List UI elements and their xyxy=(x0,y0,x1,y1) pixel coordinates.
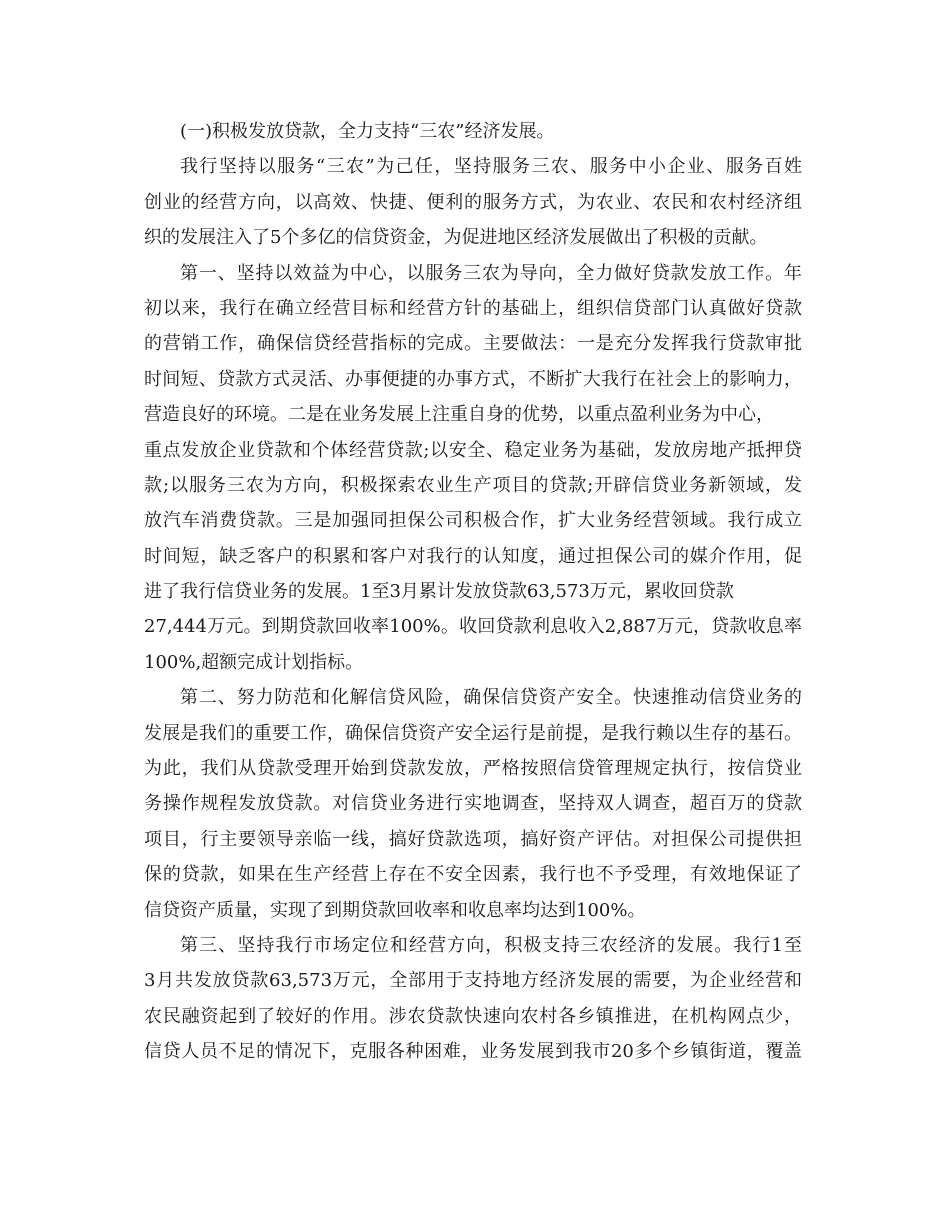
text-line: 重点发放企业贷款和个体经营贷款;以安全、稳定业务为基础，发放房地产抵押贷 xyxy=(144,439,802,461)
text-line: 我行坚持以服务“三农”为己任，坚持服务三农、服务中小企业、服务百姓 xyxy=(180,156,802,178)
text-line: 营造良好的环境。二是在业务发展上注重自身的优势，以重点盈利业务为中心， xyxy=(144,404,774,426)
section-heading: (一)积极发放贷款，全力支持“三农”经济发展。 xyxy=(180,121,555,142)
text-line: 项目，行主要领导亲临一线，搞好贷款选项，搞好资产评估。对担保公司提供担 xyxy=(144,828,802,850)
text-line: 保的贷款，如果在生产经营上存在不安全因素，我行也不予受理，有效地保证了 xyxy=(144,864,802,886)
text-line: 信贷资产质量，实现了到期贷款回收率和收息率均达到100%。 xyxy=(144,899,646,921)
text-line: 农民融资起到了较好的作用。涉农贷款快速向农村各乡镇推进，在机构网点少， xyxy=(144,1005,802,1027)
text-line: 进了我行信贷业务的发展。1至3月累计发放贷款63,573万元，累收回贷款 xyxy=(144,581,734,603)
text-line: 第一、坚持以效益为中心，以服务三农为导向，全力做好贷款发放工作。年 xyxy=(180,262,802,284)
text-line: 信贷人员不足的情况下，克服各种困难，业务发展到我市20多个乡镇街道，覆盖 xyxy=(144,1041,802,1063)
text-line: 第二、努力防范和化解信贷风险，确保信贷资产安全。快速推动信贷业务的 xyxy=(180,687,802,709)
text-line: 27,444万元。到期贷款回收率100%。收回贷款利息收入2,887万元，贷款收息率 xyxy=(144,616,802,638)
text-line: 织的发展注入了5个多亿的信贷资金，为促进地区经济发展做出了积极的贡献。 xyxy=(144,227,768,249)
text-line: 为此，我们从贷款受理开始到贷款发放，严格按照信贷管理规定执行，按信贷业 xyxy=(144,758,802,780)
text-line: 时间短、贷款方式灵活、办事便捷的办事方式，不断扩大我行在社会上的影响力， xyxy=(144,368,802,390)
text-line: 务操作规程发放贷款。对信贷业务进行实地调查，坚持双人调查，超百万的贷款 xyxy=(144,793,802,815)
text-line: 的营销工作，确保信贷经营指标的完成。主要做法：一是充分发挥我行贷款审批 xyxy=(144,333,802,355)
text-line: 创业的经营方向，以高效、快捷、便利的服务方式，为农业、农民和农村经济组 xyxy=(144,191,802,213)
text-line: 第三、坚持我行市场定位和经营方向，积极支持三农经济的发展。我行1至 xyxy=(180,934,802,956)
text-line: 100%,超额完成计划指标。 xyxy=(144,651,364,673)
text-line: 发展是我们的重要工作，确保信贷资产安全运行是前提，是我行赖以生存的基石。 xyxy=(144,722,802,744)
text-line: 时间短，缺乏客户的积累和客户对我行的认知度，通过担保公司的媒介作用，促 xyxy=(144,545,802,567)
text-line: 款;以服务三农为方向，积极探索农业生产项目的贷款;开辟信贷业务新领域，发 xyxy=(144,474,802,496)
text-line: 3月共发放贷款63,573万元，全部用于支持地方经济发展的需要，为企业经营和 xyxy=(144,970,802,992)
text-line: 初以来，我行在确立经营目标和经营方针的基础上，组织信贷部门认真做好贷款 xyxy=(144,297,802,319)
text-line: 放汽车消费贷款。三是加强同担保公司积极合作，扩大业务经营领域。我行成立 xyxy=(144,510,802,532)
document-body xyxy=(144,114,802,1070)
